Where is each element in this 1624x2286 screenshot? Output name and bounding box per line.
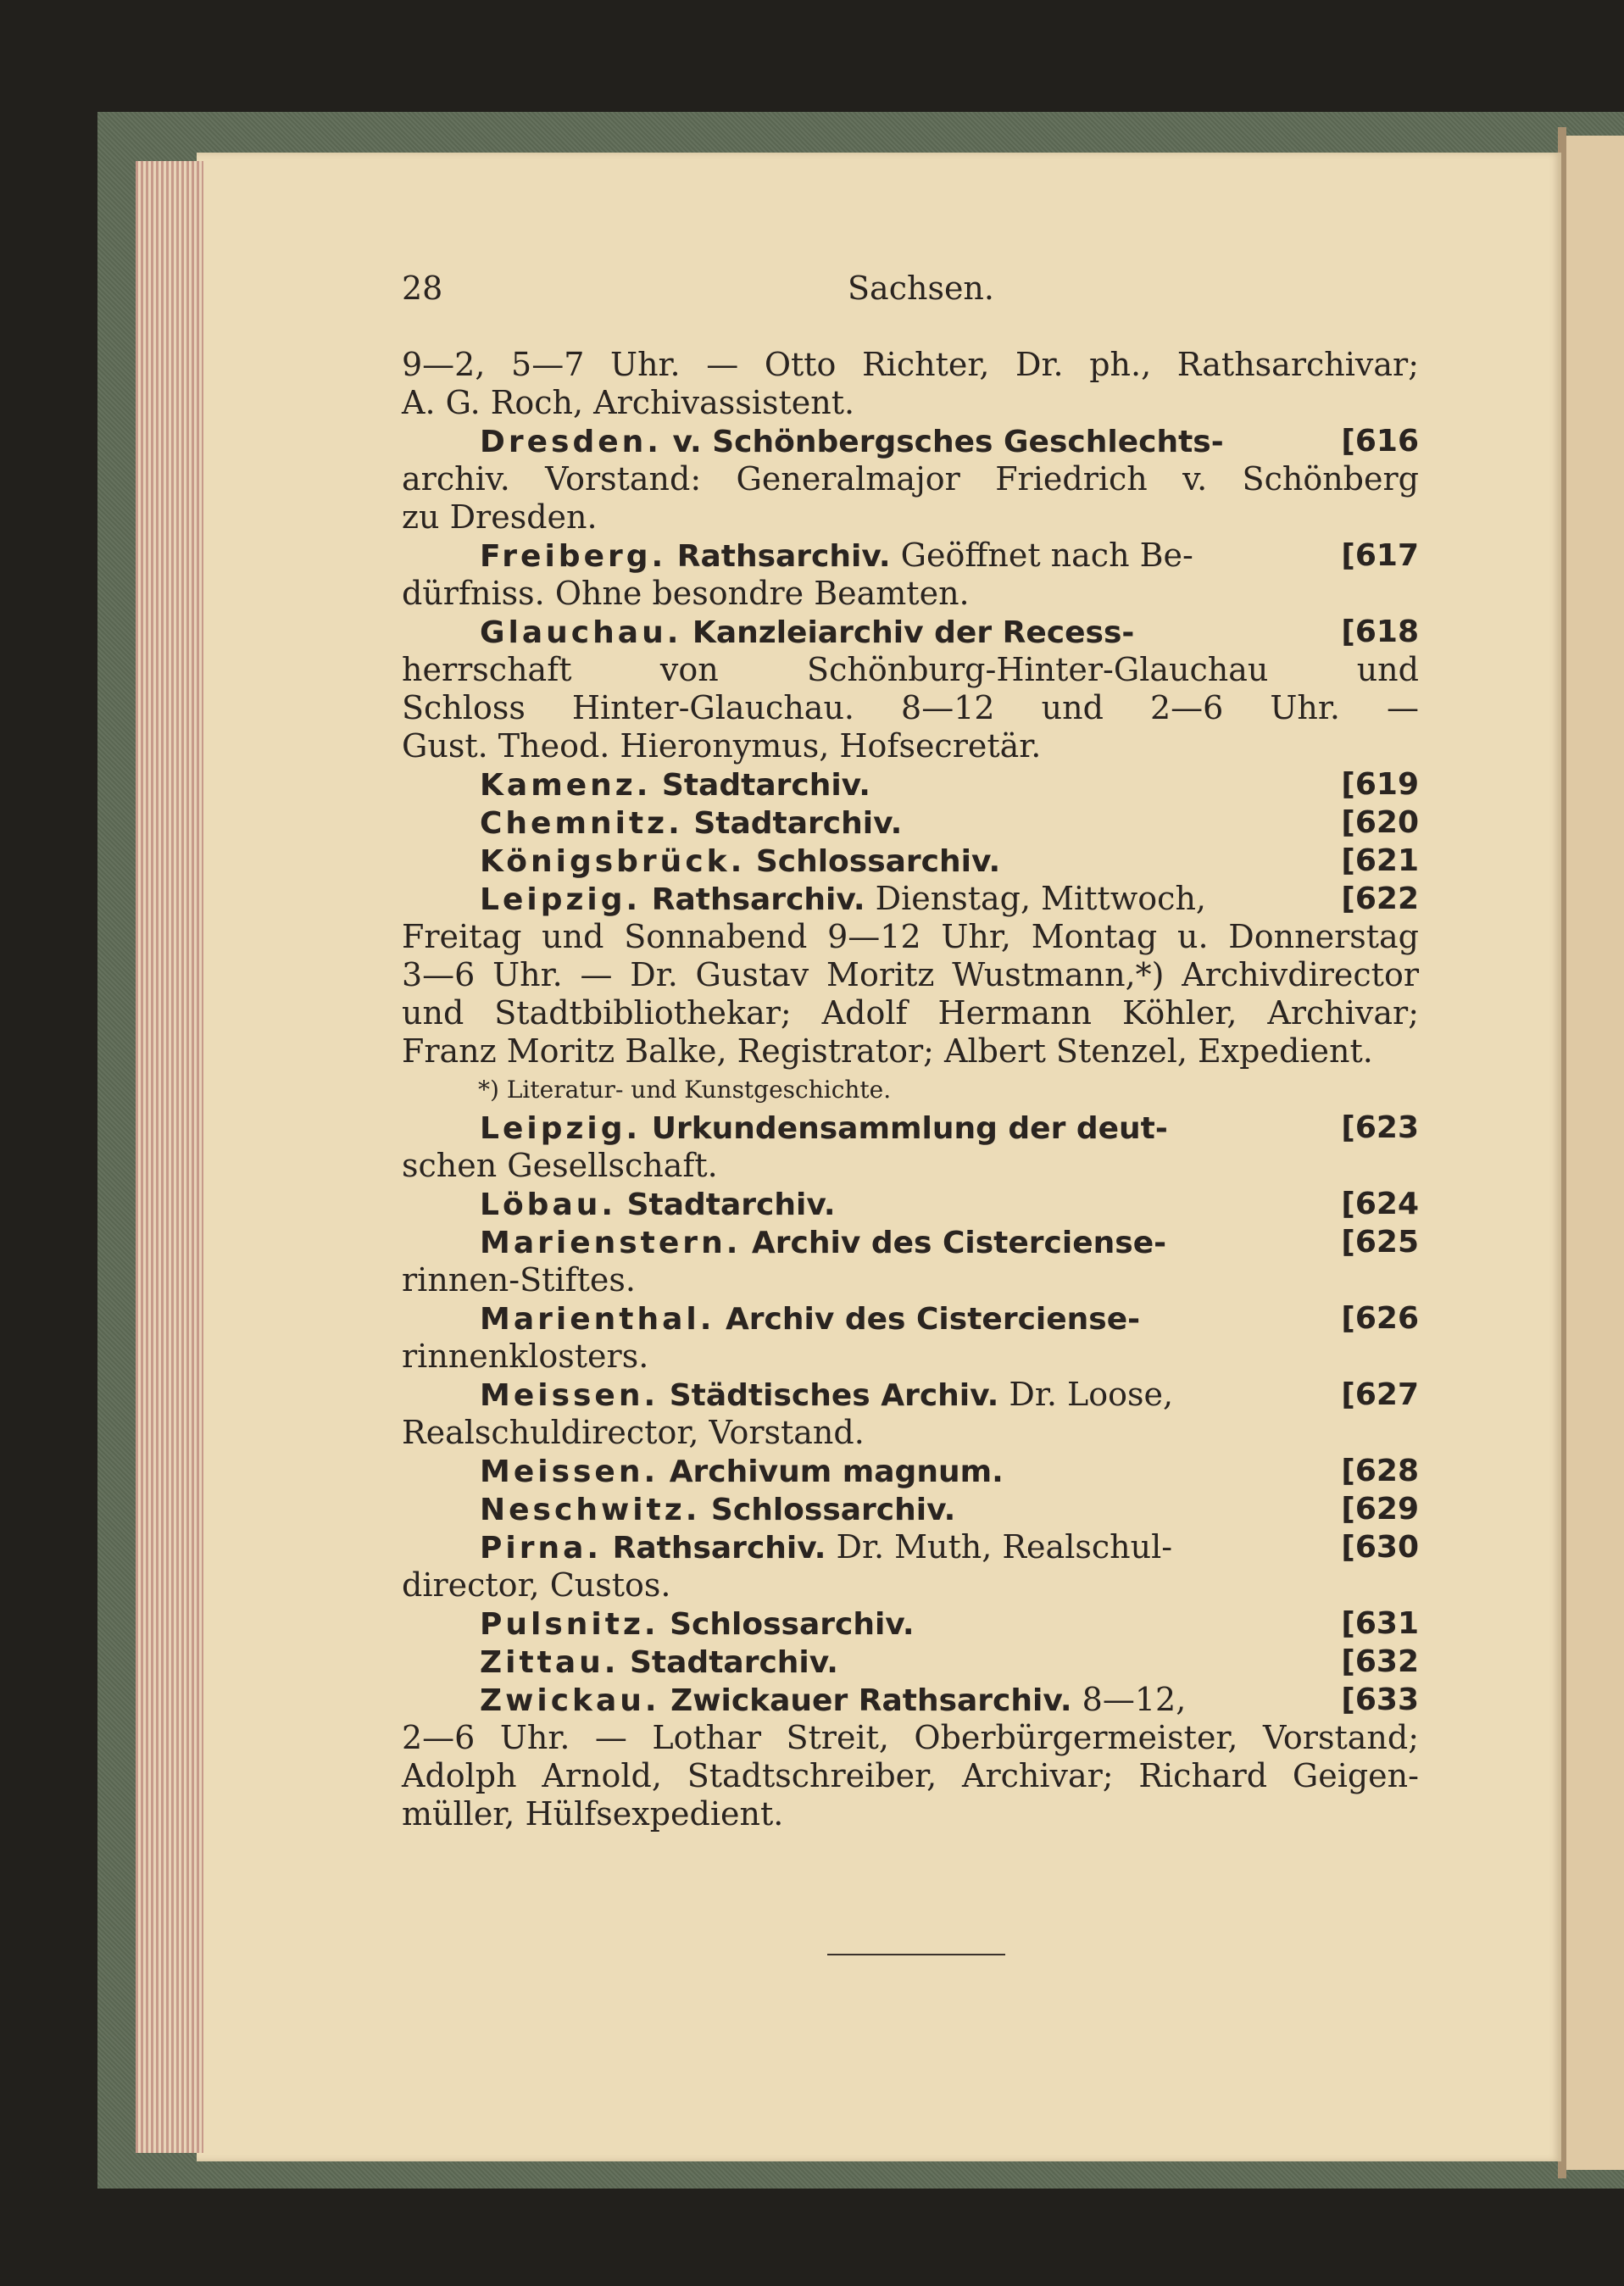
entry-heading-line (402, 1376, 1419, 1414)
entry-archive: Schlossarchiv. (745, 844, 1001, 879)
entry-place: Chemnitz. (480, 806, 683, 841)
entry-archive: Archivum magnum. (659, 1454, 1004, 1489)
entry-heading (480, 1605, 915, 1643)
entry-number: [633 (1341, 1683, 1419, 1717)
entry-archive: Zwickauer Rathsarchiv. (659, 1683, 1072, 1718)
entry-archive: Stadtarchiv. (682, 806, 903, 841)
entry-heading-line (402, 1681, 1419, 1719)
entry-place: Meissen. (480, 1454, 659, 1489)
text-line: Franz Moritz Balke, Registrator; Albert Stenzel, Expedient. (402, 1032, 1373, 1070)
text-line: Adolph Arnold, Stadtschreiber, Archivar; Richard Geigen- (402, 1757, 1419, 1794)
end-rule (827, 1954, 1005, 1955)
entry-heading (480, 1452, 1004, 1490)
entry-archive: Städtisches Archiv. (659, 1378, 999, 1413)
entry-heading-line (402, 1643, 1419, 1681)
text-line: zu Dresden. (402, 498, 598, 536)
entry-place: Meissen. (480, 1378, 659, 1413)
entry-heading-line (402, 537, 1419, 575)
entry-heading (480, 1490, 955, 1528)
entry-archive: Kanzleiarchiv der Recess- (681, 615, 1135, 650)
entry-place: Löbau. (480, 1187, 617, 1222)
page-number: 28 (402, 270, 443, 307)
entry-place: Neschwitz. (480, 1493, 701, 1527)
page-body-text (402, 346, 1419, 1833)
entry-number: [621 (1341, 843, 1419, 878)
text-line: Freitag und Sonnabend 9—12 Uhr, Montag u. Donnerstag (402, 918, 1419, 955)
entry-details: Dr. Muth, Realschul- (826, 1528, 1173, 1566)
text-line: dürfniss. Ohne besondre Beamten. (402, 575, 970, 612)
entry-heading (480, 1643, 838, 1681)
text-line: A. G. Roch, Archivassistent. (402, 384, 855, 421)
text-line: 2—6 Uhr. — Lothar Streit, Oberbürgermeister, Vorstand; (402, 1719, 1419, 1756)
entry-heading (480, 804, 902, 842)
entry-place: Marienthal. (480, 1302, 715, 1337)
entry-place: Freiberg. (480, 539, 667, 574)
entry-place: Königsbrück. (480, 844, 746, 879)
entry-heading-line (402, 1299, 1419, 1338)
entry-number: [619 (1341, 767, 1419, 802)
entry-archive: Schlossarchiv. (700, 1493, 956, 1527)
entry-number: [620 (1341, 805, 1419, 840)
text-line: archiv. Vorstand: Generalmajor Friedrich v. Schönberg (402, 460, 1419, 498)
text-line: 9—2, 5—7 Uhr. — Otto Richter, Dr. ph., Rathsarchivar; (402, 346, 1419, 383)
entry-heading-line (402, 1452, 1419, 1490)
entry-number: [632 (1341, 1644, 1419, 1679)
entry-number: [618 (1341, 615, 1419, 649)
text-line: Schloss Hinter-Glauchau. 8—12 und 2—6 Uhr. — (402, 689, 1419, 726)
entry-archive: Schlossarchiv. (659, 1607, 915, 1642)
entry-heading (480, 537, 1193, 575)
entry-number: [629 (1341, 1492, 1419, 1527)
entry-details: Dienstag, Mittwoch, (865, 880, 1206, 917)
entry-heading (480, 1299, 1140, 1338)
entry-number: [616 (1341, 424, 1419, 459)
text-line: und Stadtbibliothekar; Adolf Hermann Köhler, Archivar; (402, 994, 1419, 1032)
entry-archive: Rathsarchiv. (602, 1531, 826, 1566)
entry-place: Zittau. (480, 1645, 620, 1680)
entry-details: 8—12, (1071, 1681, 1187, 1718)
entry-place: Leipzig. (480, 1111, 642, 1146)
entry-number: [625 (1341, 1225, 1419, 1260)
entry-number: [624 (1341, 1187, 1419, 1221)
entry-heading-line (402, 422, 1419, 460)
text-line: Realschuldirector, Vorstand. (402, 1414, 865, 1451)
entry-heading-line (402, 1109, 1419, 1147)
entry-number: [623 (1341, 1110, 1419, 1145)
entry-heading (480, 765, 870, 804)
footnote: *) Literatur- und Kunstgeschichte. (478, 1076, 892, 1104)
entry-archive: Urkundensammlung der deut- (641, 1111, 1168, 1146)
entry-number: [631 (1341, 1606, 1419, 1641)
entry-archive: Rathsarchiv. (666, 539, 891, 574)
entry-details: Dr. Loose, (998, 1376, 1174, 1413)
entry-heading-line (402, 765, 1419, 804)
entry-number: [622 (1341, 882, 1419, 916)
entry-archive: Stadtarchiv. (651, 768, 870, 803)
running-title: Sachsen. (848, 270, 994, 307)
page-edges (136, 161, 203, 2153)
entry-place: Kamenz. (480, 768, 652, 803)
entry-archive: v. Schönbergsches Geschlechts- (661, 425, 1224, 459)
entry-heading-line (402, 804, 1419, 842)
entry-place: Pirna. (480, 1531, 603, 1566)
entry-archive: Stadtarchiv. (616, 1187, 836, 1222)
entry-archive: Archiv des Cisterciense- (715, 1302, 1141, 1337)
text-line: director, Custos. (402, 1566, 671, 1604)
text-line: rinnen-Stiftes. (402, 1261, 636, 1299)
entry-heading-line (402, 613, 1419, 651)
entry-number: [628 (1341, 1454, 1419, 1488)
entry-heading-line (402, 1223, 1419, 1261)
entry-heading (480, 1185, 836, 1223)
entry-heading (480, 842, 1000, 880)
entry-place: Leipzig. (480, 882, 642, 917)
entry-heading (480, 613, 1134, 651)
entry-details: Geöffnet nach Be- (890, 537, 1193, 574)
entry-heading-line (402, 1185, 1419, 1223)
entry-heading-line (402, 880, 1419, 918)
entry-heading (480, 880, 1206, 918)
entry-archive: Archiv des Cisterciense- (741, 1226, 1167, 1260)
entry-heading (480, 1528, 1172, 1566)
entry-heading-line (402, 1490, 1419, 1528)
entry-place: Glauchau. (480, 615, 682, 650)
text-line: 3—6 Uhr. — Dr. Gustav Moritz Wustmann,*) Archivdirector (402, 956, 1419, 993)
text-line: schen Gesellschaft. (402, 1147, 718, 1184)
entry-number: [617 (1341, 538, 1419, 573)
entry-heading (480, 1109, 1168, 1147)
entry-number: [630 (1341, 1530, 1419, 1565)
facing-page-edge (1564, 136, 1624, 2170)
entry-heading-line (402, 842, 1419, 880)
entry-archive: Stadtarchiv. (619, 1645, 838, 1680)
entry-heading-line (402, 1605, 1419, 1643)
entry-heading (480, 1376, 1173, 1414)
entry-heading-line (402, 1528, 1419, 1566)
entry-archive: Rathsarchiv. (641, 882, 865, 917)
entry-place: Zwickau. (480, 1683, 660, 1718)
entry-number: [626 (1341, 1301, 1419, 1336)
entry-place: Marienstern. (480, 1226, 742, 1260)
entry-place: Dresden. (480, 425, 662, 459)
text-line: müller, Hülfsexpedient. (402, 1795, 784, 1833)
entry-place: Pulsnitz. (480, 1607, 659, 1642)
entry-heading (480, 422, 1224, 460)
text-line: rinnenklosters. (402, 1338, 649, 1375)
entry-heading (480, 1681, 1186, 1719)
entry-heading (480, 1223, 1166, 1261)
entry-number: [627 (1341, 1377, 1419, 1412)
text-line: Gust. Theod. Hieronymus, Hofsecretär. (402, 727, 1042, 765)
text-line: herrschaft von Schönburg-Hinter-Glauchau und (402, 651, 1419, 688)
